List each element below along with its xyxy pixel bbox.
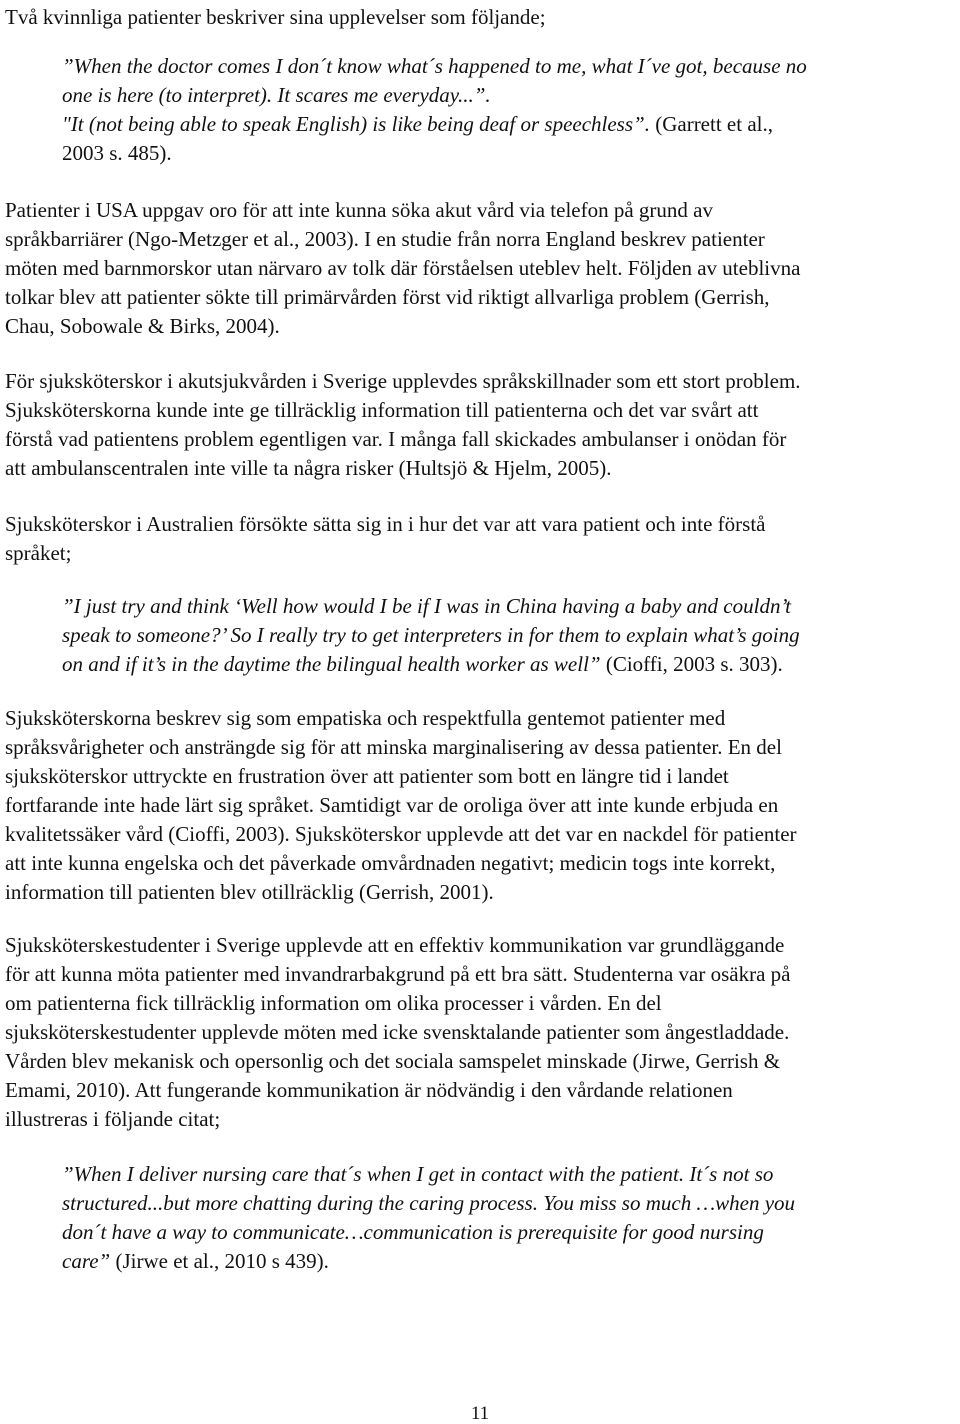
intro-sentence: Två kvinnliga patienter beskriver sina upplevelser som följande;: [5, 5, 546, 29]
quote-line: don´t have a way to communicate…communication is prerequisite for good nursing: [62, 1220, 764, 1244]
paragraph-line: information till patienten blev otillräcklig (Gerrish, 2001).: [5, 880, 494, 904]
paragraph-line: tolkar blev att patienter sökte till primärvården först vid riktigt allvarliga problem (Gerrish,: [5, 285, 770, 309]
paragraph-line: språksvårigheter och ansträngde sig för att minska marginalisering av dessa patienter. En del: [5, 735, 782, 759]
quote-text: "It (not being able to speak English) is like being deaf or speechless”.: [62, 112, 650, 136]
paragraph-line: förstå vad patientens problem egentligen var. I många fall skickades ambulanser i onödan för: [5, 427, 787, 451]
paragraph-line: språkbarriärer (Ngo-Metzger et al., 2003). I en studie från norra England beskrev patienter: [5, 227, 765, 251]
citation: (Cioffi, 2003 s. 303).: [600, 652, 783, 676]
citation: (Garrett et al.,: [649, 112, 773, 136]
quote-text: on and if it’s in the daytime the bilingual health worker as well”: [62, 652, 601, 676]
quote-line: speak to someone?’ So I really try to get interpreters in for them to explain what’s going: [62, 623, 800, 647]
citation: (Jirwe et al., 2010 s 439).: [110, 1249, 329, 1273]
quote-line: ”When the doctor comes I don´t know what´s happened to me, what I´ve got, because no: [62, 54, 807, 78]
paragraph-line: Sjuksköterskor i Australien försökte sätta sig in i hur det var att vara patient och inte förstå: [5, 512, 766, 536]
quote-text: care”: [62, 1249, 111, 1273]
quote-line: one is here (to interpret). It scares me everyday...”.: [62, 83, 491, 107]
paragraph-line: Sjuksköterskorna kunde inte ge tillräcklig information till patienterna och det var svårt att: [5, 398, 759, 422]
paragraph-line: illustreras i följande citat;: [5, 1107, 221, 1131]
paragraph-line: att ambulanscentralen inte ville ta några risker (Hultsjö & Hjelm, 2005).: [5, 456, 612, 480]
paragraph-line: Emami, 2010). Att fungerande kommunikation är nödvändig i den vårdande relationen: [5, 1078, 733, 1102]
quote-line: [62, 650, 783, 679]
page-number: 11: [470, 1403, 490, 1424]
paragraph-line: Sjuksköterskestudenter i Sverige upplevde att en effektiv kommunikation var grundläggande: [5, 933, 785, 957]
quote-line: [62, 110, 773, 139]
paragraph-line: att inte kunna engelska och det påverkade omvårdnaden negativt; medicin togs inte korrekt,: [5, 851, 776, 875]
paragraph-line: om patienterna fick tillräcklig information om olika processer i vården. En del: [5, 991, 662, 1015]
quote-line: structured...but more chatting during the caring process. You miss so much …when you: [62, 1191, 796, 1215]
paragraph-line: För sjuksköterskor i akutsjukvården i Sverige upplevdes språkskillnader som ett stort problem.: [5, 369, 801, 393]
paragraph-line: kvalitetssäker vård (Cioffi, 2003). Sjuksköterskor upplevde att det var en nackdel för patienter: [5, 822, 797, 846]
paragraph-line: sjuksköterskestudenter upplevde möten med icke svensktalande patienter som ångestladdade.: [5, 1020, 790, 1044]
quote-line: [62, 1247, 329, 1276]
paragraph-line: Vården blev mekanisk och opersonlig och det sociala samspelet minskade (Jirwe, Gerrish &: [5, 1049, 781, 1073]
paragraph-line: fortfarande inte hade lärt sig språket. Samtidigt var de oroliga över att inte kunde erbjuda en: [5, 793, 779, 817]
quote-line: ”When I deliver nursing care that´s when I get in contact with the patient. It´s not so: [62, 1162, 774, 1186]
paragraph-line: sjuksköterskor uttryckte en frustration över att patienter som bott en längre tid i landet: [5, 764, 729, 788]
paragraph-line: Patienter i USA uppgav oro för att inte kunna söka akut vård via telefon på grund av: [5, 198, 713, 222]
paragraph-line: för att kunna möta patienter med invandrarbakgrund på ett bra sätt. Studenterna var osäkra på: [5, 962, 791, 986]
citation: 2003 s. 485).: [62, 141, 172, 165]
paragraph-line: Sjuksköterskorna beskrev sig som empatiska och respektfulla gentemot patienter med: [5, 706, 726, 730]
quote-line: ”I just try and think ‘Well how would I be if I was in China having a baby and couldn’t: [62, 594, 791, 618]
paragraph-line: språket;: [5, 541, 72, 565]
paragraph-line: möten med barnmorskor utan närvaro av tolk där förståelsen uteblev helt. Följden av uteblivna: [5, 256, 801, 280]
paragraph-line: Chau, Sobowale & Birks, 2004).: [5, 314, 280, 338]
